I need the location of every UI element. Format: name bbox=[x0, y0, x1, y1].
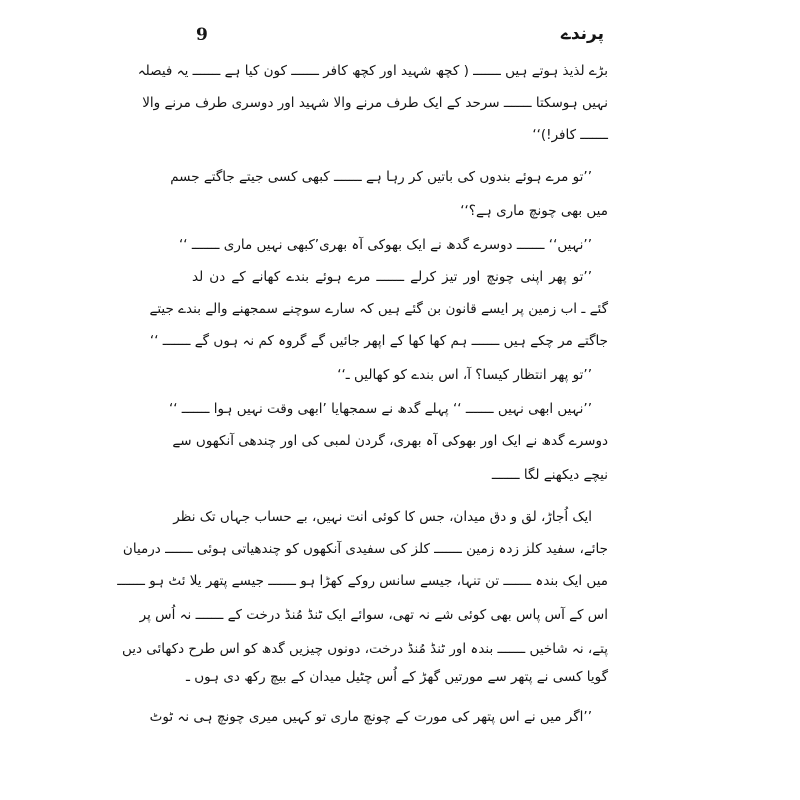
text-line: گویا کسی نے پتھر سے مورتیں گھڑ کے اُس چٹیل میدان کے بیچ رکھ دی ہوں ـ bbox=[185, 669, 608, 685]
text-line: اس کے آس پاس بھی کوئی شے نہ تھی، سوائے ایک ٹنڈ مُنڈ درخت کے ـــــــ نہ اُس پر bbox=[139, 607, 608, 623]
text-line: ’’نہیں‘‘ ـــــــ دوسرے گدھ نے ایک بھوکی آہ بھری’کبھی نہیں ماری ـــــــ ‘‘ bbox=[178, 237, 592, 253]
running-head: پرندے bbox=[560, 24, 604, 44]
page-number: 9 bbox=[196, 25, 208, 45]
text-line: ’’تو مرے ہوئے بندوں کی باتیں کر رہا ہے ـــــــ کبھی کسی جیتے جاگتے جسم bbox=[170, 169, 592, 185]
text-line: ’’اگر میں نے اس پتھر کی مورت کے چونچ ماری تو کہیں میری چونچ ہی نہ ٹوٹ bbox=[149, 709, 592, 725]
text-line: بڑے لذیذ ہوتے ہیں ـــــــ ( کچھ شہید اور کچھ کافر ـــــــ کون کیا ہے ـــــــ یہ فیصلہ bbox=[137, 63, 608, 79]
text-line: ’’تو پھر انتظار کیسا؟ آ، اس بندے کو کھالیں ـ‘‘ bbox=[337, 367, 592, 383]
text-line: ـــــــ کافر!)‘‘ bbox=[532, 127, 608, 143]
text-line: ایک اُجاڑ، لق و دق میدان، جس کا کوئی انت نہیں، بے حساب جہاں تک نظر bbox=[173, 509, 592, 525]
text-line: دوسرے گدھ نے ایک اور بھوکی آہ بھری، گردن لمبی کی اور چندھی آنکھوں سے bbox=[172, 433, 608, 449]
text-line: جاگتے مر چکے ہیں ـــــــ ہم کھا کھا کے اپھر جائیں گے گروہ کم نہ ہوں گے ـــــــ ‘‘ bbox=[149, 333, 608, 349]
text-line: ’’تو پھر اپنی چونچ اور تیز کرلے ـــــــ مرے ہوئے بندے کھانے کے دن لد bbox=[192, 269, 592, 285]
text-line: میں بھی چونچ ماری ہے؟‘‘ bbox=[460, 203, 608, 219]
text-line: نیچے دیکھنے لگا ـــــــ bbox=[491, 467, 608, 483]
text-line: گئے ـ اب زمین پر ایسے قانون بن گئے ہیں کہ سارے سوچنے سمجھنے والے بندے جیتے bbox=[149, 301, 608, 317]
text-line: نہیں ہوسکتا ـــــــ سرحد کے ایک طرف مرنے والا شہید اور دوسری طرف مرنے والا bbox=[142, 95, 608, 111]
text-line: ’’نہیں ابھی نہیں ـــــــ ‘‘ پہلے گدھ نے سمجھایا ’ابھی وقت نہیں ہوا ـــــــ ‘‘ bbox=[168, 401, 592, 417]
text-line: جائے، سفید کلز زدہ زمین ـــــــ کلز کی سفیدی آنکھوں کو چندھیاتی ہوئی ـــــــ درمیان bbox=[122, 541, 608, 557]
text-line: میں ایک بندہ ـــــــ تن تنہا، جیسے سانس روکے کھڑا ہو ـــــــ جیسے پتھر یلا ئٹ ہو ـــــــ bbox=[117, 573, 608, 589]
text-line: پتے، نہ شاخیں ـــــــ بندہ اور ٹنڈ مُنڈ درخت، دونوں چیزیں گدھ کو اس طرح دکھائی دیں bbox=[121, 641, 608, 657]
